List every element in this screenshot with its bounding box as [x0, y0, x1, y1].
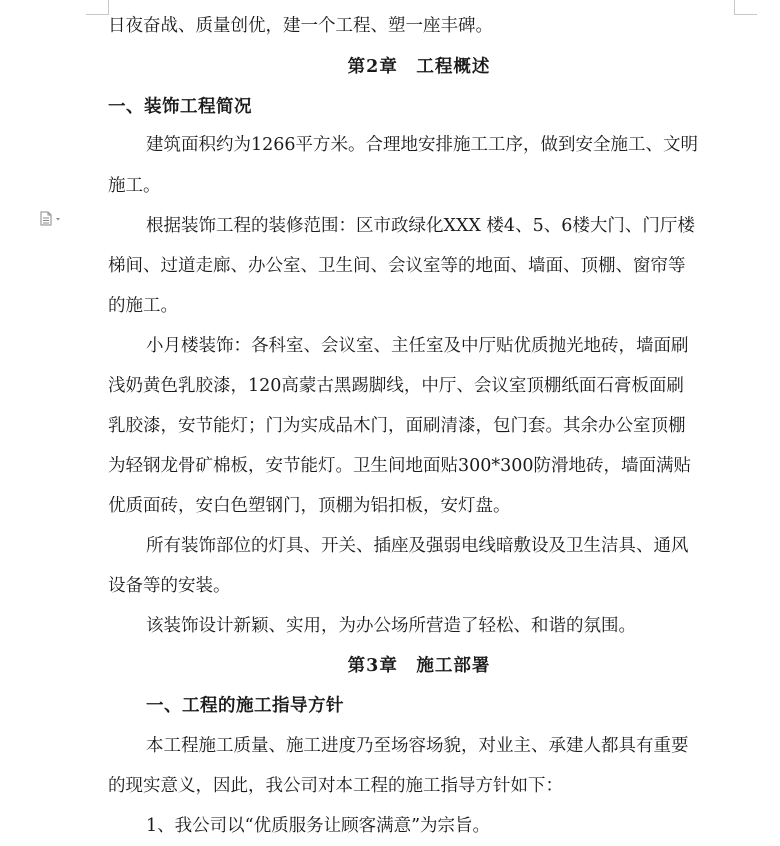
paragraph-line: 建筑面积约为1266平方米。合理地安排施工工序，做到安全施工、文明	[146, 135, 699, 155]
paragraph-line: 乳胶漆，安节能灯；门为实成品木门，面刷清漆，包门套。其余办公室顶棚	[108, 416, 686, 436]
paragraph-line: 为轻钢龙骨矿棉板，安节能灯。卫生间地面贴300*300防滑地砖，墙面满贴	[108, 456, 692, 476]
section-heading: 一、工程的施工指导方针	[146, 696, 344, 716]
paragraph-line: 所有装饰部位的灯具、开关、插座及强弱电线暗敷设及卫生洁具、通风	[146, 536, 689, 556]
document-icon	[40, 211, 64, 227]
paragraph-line: 本工程施工质量、施工进度乃至场容场貌，对业主、承建人都具有重要	[146, 736, 689, 756]
paragraph-line: 的现实意义，因此，我公司对本工程的施工指导方针如下：	[108, 776, 563, 796]
paragraph-line: 施工。	[108, 176, 161, 196]
paragraph-line: 浅奶黄色乳胶漆，120高蒙古黑踢脚线，中厅、会议室顶棚纸面石膏板面刷	[108, 376, 684, 396]
chapter-2-heading: 第2章 工程概述	[347, 57, 491, 77]
page-corner-mark-right	[734, 0, 757, 15]
section-heading: 一、装饰工程简况	[108, 97, 252, 117]
chapter-3-heading: 第3章 施工部署	[347, 656, 491, 676]
paragraph-line: 优质面砖，安白色塑钢门，顶棚为铝扣板，安灯盘。	[108, 496, 511, 516]
paragraph-marker[interactable]	[40, 211, 64, 227]
paragraph-line: 设备等的安装。	[108, 576, 231, 596]
paragraph-line: 日夜奋战、质量创优，建一个工程、塑一座丰碑。	[108, 16, 493, 36]
paragraph-line: 小月楼装饰：各科室、会议室、主任室及中厅贴优质抛光地砖，墙面刷	[146, 336, 689, 356]
paragraph-line: 该装饰设计新颖、实用，为办公场所营造了轻松、和谐的氛围。	[146, 616, 636, 636]
page-corner-mark-left	[86, 0, 109, 15]
paragraph-line: 1、我公司以“优质服务让顾客满意”为宗旨。	[146, 816, 491, 836]
paragraph-line: 梯间、过道走廊、办公室、卫生间、会议室等的地面、墙面、顶棚、窗帘等	[108, 256, 686, 276]
paragraph-line: 根据装饰工程的装修范围：区市政绿化XXX 楼4、5、6楼大门、门厅楼	[146, 216, 695, 236]
paragraph-line: 的施工。	[108, 296, 178, 316]
